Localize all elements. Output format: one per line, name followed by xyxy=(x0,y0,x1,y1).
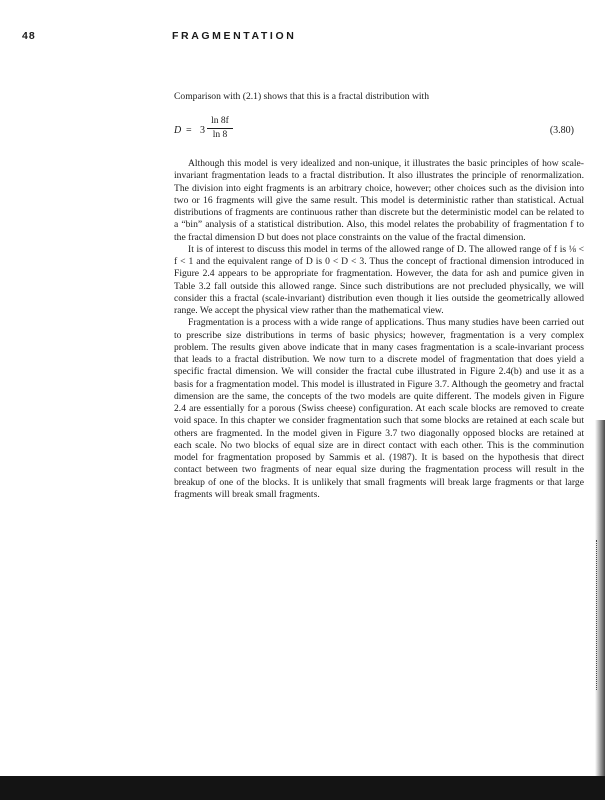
equation-fraction xyxy=(207,116,233,141)
scan-bottom-band xyxy=(0,776,605,800)
intro-sentence: Comparison with (2.1) shows that this is a fractal distribution with xyxy=(174,91,430,102)
paragraph-allowed-range: It is of interest to discuss this model in terms of the allowed range of D. The allowed range of f is ⅛ < f < 1 and the equivalent range of D is 0 < D < 3. Thus the concept of fractional dimension introduced in Figure 2.4 appears to be appropriate for fragmentation. However, the data for ash and pumice given in Table 3.2 fall outside this allowed range. Since such distributions are not precluded physically, we will consider this a fractal (scale-invariant) distribution even though it lies outside the geometrically allowed range. We accept the physical view rather than the mathematical view. xyxy=(174,243,584,316)
paragraph-model-discussion: Although this model is very idealized and non-unique, it illustrates the basic principles of how scale-invariant fragmentation leads to a fractal distribution. It also illustrates the principle of renormalization. The division into eight fragments is an arbitrary choice, however; other choices such as the division into two or 16 fragments will give the same result. This model is deterministic rather than statistical. Actual distributions of fragments are continuous rather than discrete but the deterministic model can be related to a “bin” analysis of a statistical distribution. Also, this model relates the probability of fragmentation f to the fractal dimension D but does not place constraints on the value of the fractal dimension. xyxy=(174,158,584,243)
equation-lhs: D xyxy=(174,125,182,136)
paragraph-comminution-model: Fragmentation is a process with a wide range of applications. Thus many studies have been carried out to prescribe size distributions in terms of basic physics; however, fragmentation is a very complex problem. The results given above indicate that in many cases fragmentation is a scale-invariant process that leads to a fractal distribution. We now turn to a discrete model of fragmentation that does yield a specific fractal dimension. We will consider the fractal cube illustrated in Figure 2.4(b) and use it as a basis for a fragmentation model. This model is illustrated in Figure 3.7. Although the geometry and fractal dimension are the same, the concepts of the two models are quite different. The models given in Figure 2.4 are essentially for a porous (Swiss cheese) configuration. At each scale blocks are removed to create void space. In this chapter we consider fragmentation such that some blocks are retained at each scale but others are fragmented. In the model given in Figure 3.7 two diagonally opposed blocks are retained at each scale. No two blocks of equal size are in direct contact with each other. This is the comminution model for fragmentation proposed by Sammis et al. (1987). It is based on the hypothesis that direct contact between two fragments of near equal size during the fragmentation process will result in the breakup of one of the blocks. It is unlikely that small fragments will break large fragments or that large fragments will break small fragments. xyxy=(174,317,584,500)
running-head: FRAGMENTATION xyxy=(172,30,297,42)
scan-edge-specks xyxy=(594,540,597,690)
equation-numerator: ln 8f xyxy=(207,116,233,129)
equation-number: (3.80) xyxy=(549,125,574,136)
equation-equals: = xyxy=(186,125,192,136)
equation-denominator: ln 8 xyxy=(212,130,228,140)
equation-3-80 xyxy=(174,113,574,147)
body-text xyxy=(174,158,584,501)
equation-coefficient: 3 xyxy=(200,125,205,136)
page-number: 48 xyxy=(22,30,36,42)
